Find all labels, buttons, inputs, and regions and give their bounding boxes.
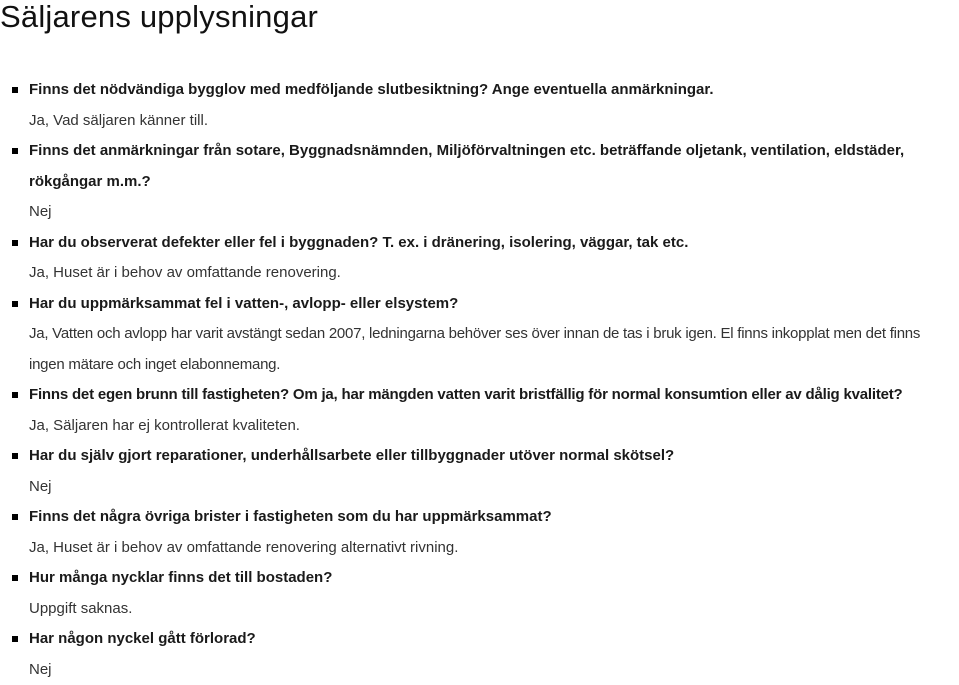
question-text: Finns det några övriga brister i fastigheten som du har uppmärksammat? [29,508,552,525]
question [0,441,959,472]
question [0,563,959,594]
question-text: Har du själv gjort reparationer, underhållsarbete eller tillbyggnader utöver normal skötsel? [29,447,674,464]
list-item [0,289,959,381]
list-item [0,502,959,563]
square-bullet-icon [12,87,18,93]
question [0,75,959,106]
square-bullet-icon [12,636,18,642]
answer: Ja, Vad säljaren känner till. [0,106,959,137]
list-item [0,136,959,228]
answer: Ja, Säljaren har ej kontrollerat kvaliteten. [0,411,959,442]
answer: Nej [0,655,959,685]
answer: Ja, Huset är i behov av omfattande renovering. [0,258,959,289]
answer: Ja, Huset är i behov av omfattande renovering alternativt rivning. [0,533,959,564]
square-bullet-icon [12,148,18,154]
list-item [0,441,959,502]
question [0,136,959,197]
question-text: Finns det egen brunn till fastigheten? Om ja, har mängden vatten varit bristfällig för normal konsumtion eller av dålig kvalitet? [29,386,903,403]
square-bullet-icon [12,392,18,398]
question-text: Har du observerat defekter eller fel i byggnaden? T. ex. i dränering, isolering, väggar, tak etc. [29,234,688,251]
question [0,624,959,655]
list-item [0,563,959,624]
page-title: Säljarens upplysningar [0,0,318,37]
question-text: Hur många nycklar finns det till bostaden? [29,569,332,586]
question [0,502,959,533]
question [0,228,959,259]
list-item [0,228,959,289]
square-bullet-icon [12,514,18,520]
square-bullet-icon [12,301,18,307]
question-text: Har du uppmärksammat fel i vatten-, avlopp- eller elsystem? [29,295,458,312]
list-item [0,624,959,685]
question [0,380,959,411]
list-item [0,75,959,136]
answer: Ja, Vatten och avlopp har varit avstängt sedan 2007, ledningarna behöver ses över innan de tas i bruk igen. El finns inkopplat men det finns ingen mätare och inget elabonnemang. [0,319,959,380]
answer: Nej [0,197,959,228]
answer: Uppgift saknas. [0,594,959,625]
square-bullet-icon [12,575,18,581]
question [0,289,959,320]
answer: Nej [0,472,959,503]
question-text: Finns det nödvändiga bygglov med medföljande slutbesiktning? Ange eventuella anmärkningar. [29,81,714,98]
square-bullet-icon [12,453,18,459]
list-item [0,380,959,441]
question-list [0,75,959,685]
question-text: Har någon nyckel gått förlorad? [29,630,256,647]
question-text: Finns det anmärkningar från sotare, Byggnadsnämnden, Miljöförvaltningen etc. beträffande oljetank, ventilation, eldstäder, rökgångar m.m.? [29,142,904,190]
square-bullet-icon [12,240,18,246]
